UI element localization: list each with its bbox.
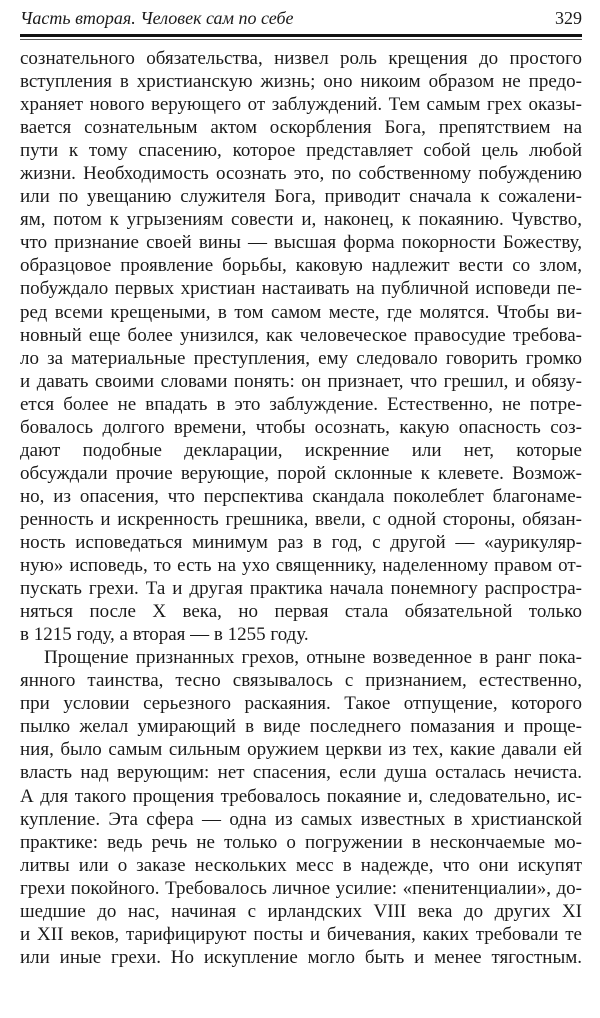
text-line: новный еще более унизился, как человеческое правосудие требова-	[20, 324, 582, 346]
text-line: няться после X века, но первая стала обязательной только	[20, 601, 582, 623]
text-line: что признание своей вины — высшая форма покорности Божеству,	[20, 232, 582, 254]
text-line: ется более не впадать в это заблуждение. Естественно, не потре-	[20, 393, 582, 415]
text-line: сознательного обязательства, низвел роль крещения до простого	[20, 48, 582, 69]
text-line: А для такого прощения требовалось покаяние и, следовательно, ис-	[20, 785, 582, 807]
text-line: в 1215 году, а вторая — в 1255 году.	[20, 624, 309, 646]
text-line: вается сознательным актом оскорбления Бога, препятствием на	[20, 117, 582, 139]
text-line: побуждало первых христиан настаивать на публичной исповеди пе-	[20, 278, 582, 300]
header-rule-thick	[20, 34, 582, 37]
text-line: практике: ведь речь не только о погружении в нескончаемые мо-	[20, 831, 582, 853]
page-number: 329	[555, 8, 582, 28]
text-line: вступления в христианскую жизнь; оно никоим образом не предо-	[20, 71, 582, 93]
text-line: Прощение признанных грехов, отныне возведенное в ранг пока-	[44, 647, 582, 669]
text-line: и давать своими словами понять: он признает, что грешил, и обязу-	[20, 370, 582, 392]
text-line: литвы или о заказе нескольких месс в надежде, что они искупят	[20, 854, 582, 876]
text-line: и XII веков, тарифицируют посты и бичевания, каких требовали те	[20, 923, 582, 945]
text-line: ность исповедаться минимум раз в год, с другой — «аурикуляр-	[20, 531, 582, 553]
text-line: грехи покойного. Требовалось личное усилие: «пенитенциалии», до-	[20, 877, 582, 899]
text-line: обсуждали прочие верующие, порой склонные к клевете. Возмож-	[20, 462, 582, 484]
text-line: или по увещанию служителя Бога, приводит сначала к сожалени-	[20, 186, 582, 208]
text-line: жизни. Необходимость осознать это, по собственному побуждению	[20, 163, 582, 185]
body-text	[20, 47, 582, 969]
text-line: пускать грехи. Та и другая практика начала понемногу распростра-	[20, 578, 582, 600]
text-line: шедшие до нас, начиная с ирландских VIII века до других XI	[20, 900, 582, 922]
text-line: бовалось долгого времени, чтобы осознать, какую опасность соз-	[20, 416, 582, 438]
paragraph	[20, 646, 582, 969]
text-line: ренность и искренность грешника, ввели, с одной стороны, обязан-	[20, 508, 582, 530]
text-line: дают подобные декларации, искренние или нет, которые	[20, 439, 582, 461]
header-rule-thin	[20, 39, 582, 40]
text-line: при условии серьезного раскаяния. Такое отпущение, которого	[20, 693, 582, 715]
text-line: образцовое проявление борьбы, каковую надлежит вести со злом,	[20, 255, 582, 277]
running-title: Часть вторая. Человек сам по себе	[20, 8, 294, 28]
text-line: или иные грехи. Но искупление могло быть и менее тягостным.	[20, 946, 582, 968]
running-header	[20, 6, 582, 32]
text-line: ния, было самым сильным оружием церкви из тех, какие давали ей	[20, 739, 582, 761]
text-line: пылко желал умирающий в виде последнего помазания и проще-	[20, 716, 582, 738]
text-line: но, из опасения, что перспектива скандала поколеблет благонаме-	[20, 485, 582, 507]
text-line: власть над верующим: нет спасения, если душа осталась нечиста.	[20, 762, 582, 784]
text-line: ям, потом к угрызениям совести и, наконец, к покаянию. Чувство,	[20, 209, 582, 231]
text-line: купление. Эта сфера — одна из самых известных в христианской	[20, 808, 582, 830]
text-line: ную» исповедь, то есть на ухо священнику, наделенному правом от-	[20, 555, 582, 577]
text-line: ло за материальные преступления, ему следовало говорить громко	[20, 347, 582, 369]
paragraph	[20, 47, 582, 646]
text-line: храняет нового верующего от заблуждений. Тем самым грех оказы-	[20, 94, 582, 116]
text-line: ред всеми крещеными, в том самом месте, где молятся. Чтобы ви-	[20, 301, 582, 323]
text-line: янного таинства, тесно связывалось с признанием, естественно,	[20, 670, 582, 692]
text-line: пути к тому спасению, которое представляет собой цель любой	[20, 140, 582, 162]
